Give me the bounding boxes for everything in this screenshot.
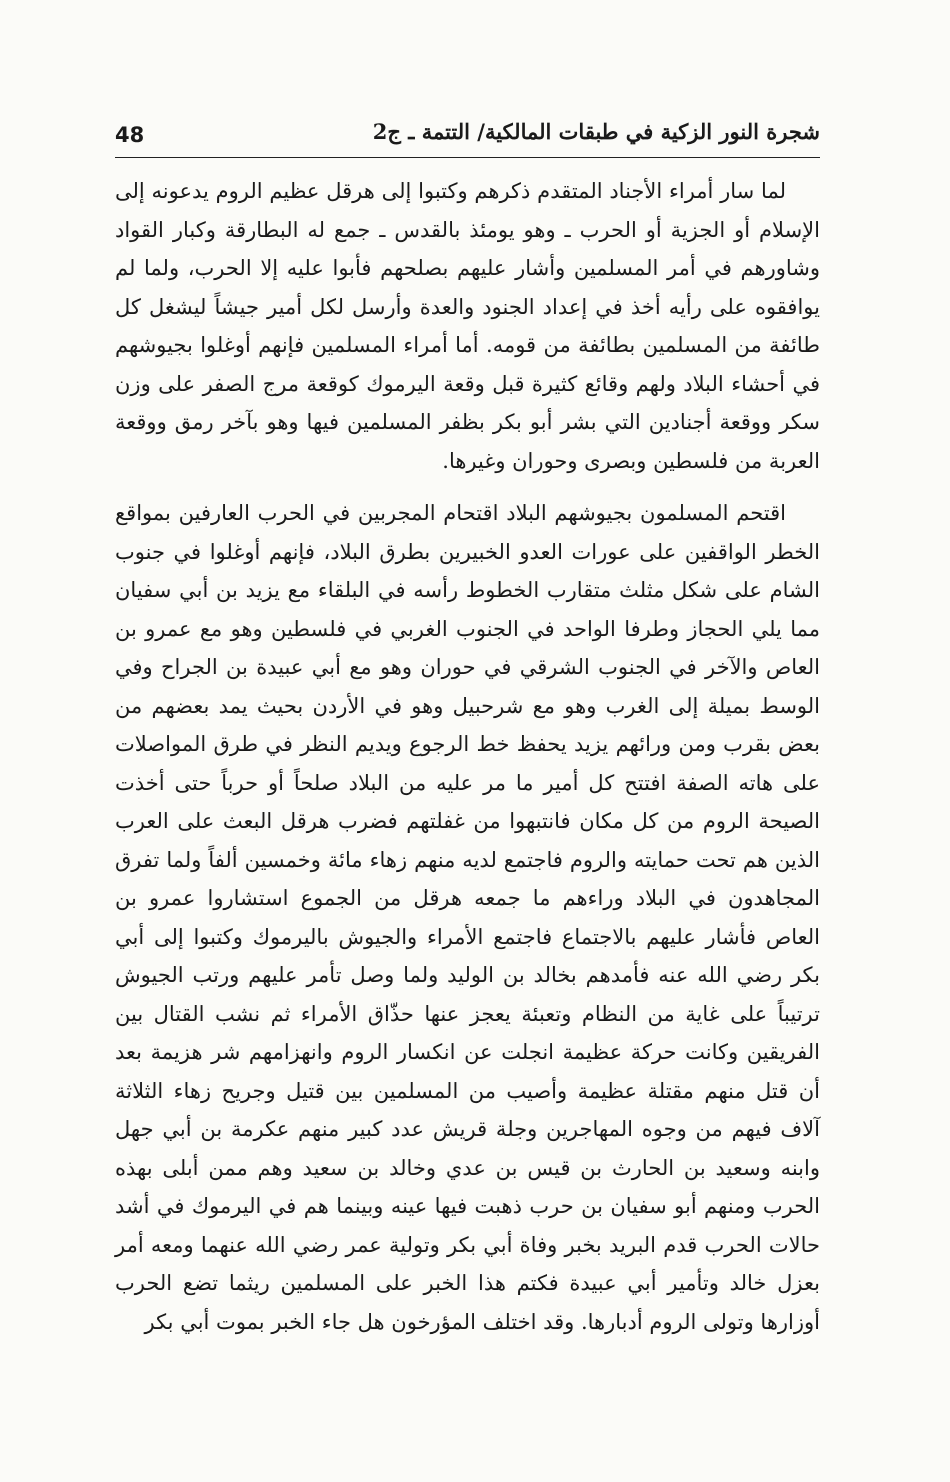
paragraph-1: لما سار أمراء الأجناد المتقدم ذكرهم وكتبوا إلى هرقل عظيم الروم يدعونه إلى الإسلام أو الجزية أو الحرب ـ وهو يومئذ بالقدس ـ جمع له البطارقة وكبار القواد وشاورهم في أمر المسلمين وأشار عليهم بصلحهم فأبوا عليه إلا الحرب، ولما لم يوافقوه على رأيه أخذ في إعداد الجنود والعدة وأرسل لكل أمير جيشاً ليشغل كل طائفة من المسلمين بطائفة من قومه. أما أمراء المسلمين فإنهم أوغلوا بجيوشهم في أحشاء البلاد ولهم وقائع كثيرة قبل وقعة اليرموك كوقعة مرج الصفر على وزن سكر ووقعة أجنادين التي بشر أبو بكر بظفر المسلمين فيها وهو بآخر رمق ووقعة العربة من فلسطين وبصرى وحوران وغيرها.	[115, 179, 820, 473]
running-title: شجرة النور الزكية في طبقات المالكية/ التتمة ـ ج2	[372, 119, 820, 144]
body-text	[115, 172, 820, 1341]
page-number: 48	[115, 123, 145, 147]
page-header	[115, 113, 820, 158]
paragraph-2: اقتحم المسلمون بجيوشهم البلاد اقتحام المجربين في الحرب العارفين بمواقع الخطر الواقفين على عورات العدو الخبيرين بطرق البلاد، فإنهم أوغلوا في جنوب الشام على شكل مثلث متقارب الخطوط رأسه في البلقاء مع يزيد بن أبي سفيان مما يلي الحجاز وطرفا الواحد في الجنوب الغربي في فلسطين وهو مع عمرو بن العاص والآخر في الجنوب الشرقي في حوران وهو مع أبي عبيدة بن الجراح وفي الوسط بميلة إلى الغرب وهو مع شرحبيل وهو في الأردن بحيث يمد بعضهم من بعض بقرب ومن ورائهم يزيد يحفظ خط الرجوع ويديم النظر في طرق المواصلات على هاته الصفة افتتح كل أمير ما مر عليه من البلاد صلحاً أو حرباً حتى أخذت الصيحة الروم من كل مكان فانتبهوا من غفلتهم فضرب هرقل البعث على العرب الذين هم تحت حمايته والروم فاجتمع لديه منهم زهاء مائة وخمسين ألفاً ولما تفرق المجاهدون في البلاد وراءهم ما جمعه هرقل من الجموع استشاروا عمرو بن العاص فأشار عليهم بالاجتماع فاجتمع الأمراء والجيوش باليرموك وكتبوا إلى أبي بكر رضي الله عنه فأمدهم بخالد بن الوليد ولما وصل تأمر عليهم ورتب الجيوش ترتيباً على غاية من النظام وتعبئة يعجز عنها حذّاق الأمراء ثم نشب القتال بين الفريقين وكانت حركة عظيمة انجلت عن انكسار الروم وانهزامهم شر هزيمة بعد أن قتل منهم مقتلة عظيمة وأصيب من المسلمين بين قتيل وجريح زهاء الثلاثة آلاف فيهم من وجوه المهاجرين وجلة قريش عدد كبير منهم عكرمة بن أبي جهل وابنه وسعيد بن الحارث بن قيس بن عدي وخالد بن سعيد وهم ممن أبلى بهذه الحرب ومنهم أبو سفيان بن حرب ذهبت فيها عينه وبينما هم في اليرموك في أشد حالات الحرب قدم البريد بخبر وفاة أبي بكر وتولية عمر رضي الله عنهما ومعه أمر بعزل خالد وتأمير أبي عبيدة فكتم هذا الخبر على المسلمين ريثما تضع الحرب أوزارها وتولى الروم أدبارها. وقد اختلف المؤرخون هل جاء الخبر بموت أبي بكر	[115, 501, 820, 1334]
